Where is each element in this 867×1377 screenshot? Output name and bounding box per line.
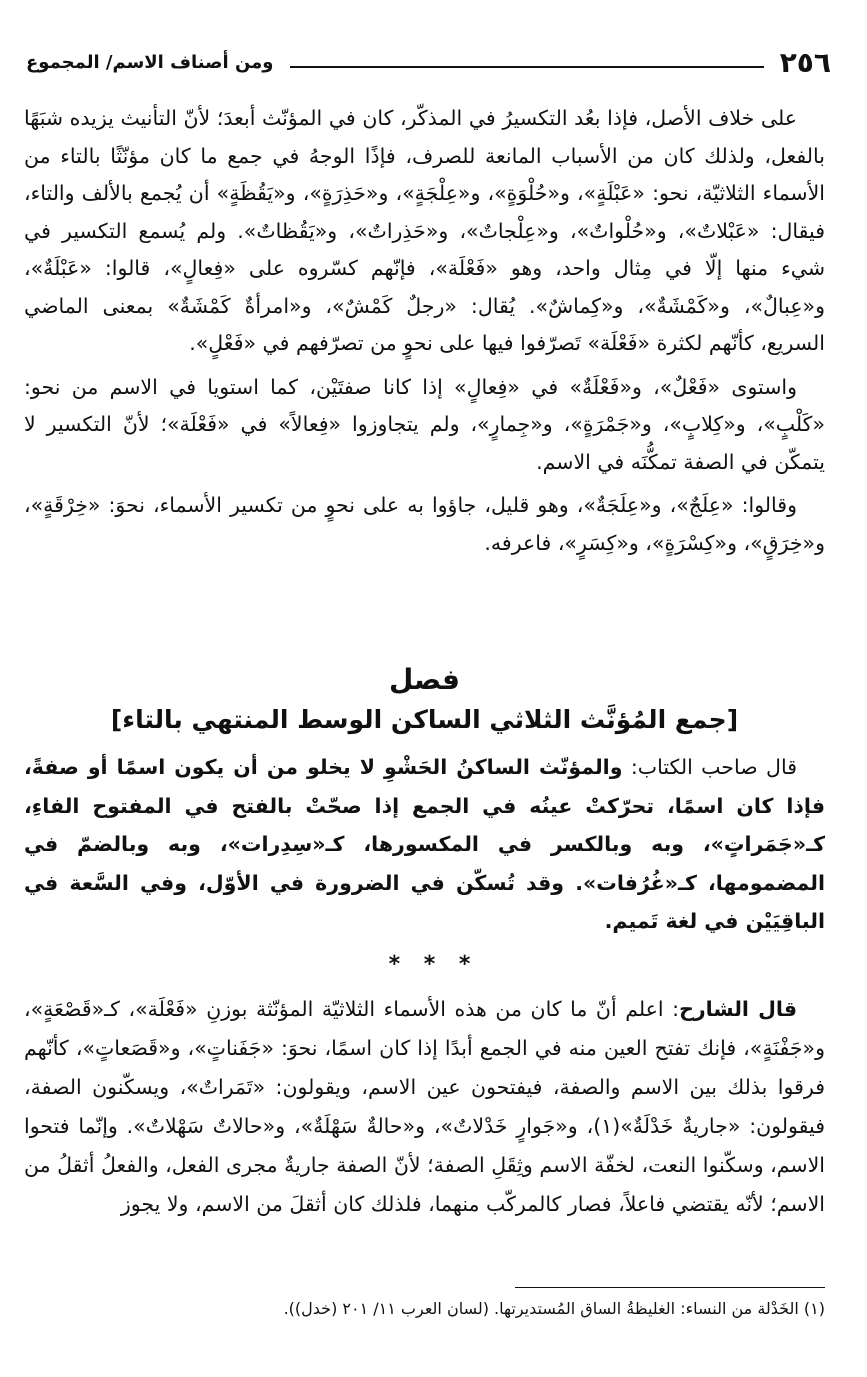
footnote-rule <box>515 1287 825 1288</box>
body-text <box>24 100 825 562</box>
matn-bold-text: والمؤنّث الساكنُ الحَشْوِ لا يخلو من أن يكون اسمًا أو صفةً، فإذا كان اسمًا، تحرّكتْ عينُه في الجمع إذا صحّتْ بالفتح في المفتوح الفاءِ، كـ«جَمَراتٍ»، وبه وبالكسر في المكسورها، كـ«سِدِرات»، وبه وبالضمّ في المضمومها، كـ«غُرُفات». وقد تُسكّن في الضرورة في الأوّل، وفي السَّعة في الباقِيَيْن في لغة تَميم. <box>24 755 825 933</box>
page-header <box>26 40 831 84</box>
footnote: (١) الخَدْلة من النساء: الغليظةُ الساق المُستديرتها. (لسان العرب ١١/ ٢٠١ (خدل)). <box>283 1299 825 1318</box>
section-heading <box>24 660 825 740</box>
sharh-text <box>24 990 825 1224</box>
page-number: ٢٥٦ <box>779 45 831 79</box>
header-rule <box>290 66 764 68</box>
sharh-paragraph <box>24 990 825 1224</box>
sharh-body: : اعلم أنّ ما كان من هذه الأسماء الثلاثيّة المؤنّثة بوزنِ «فَعْلَة»، كـ«قَصْعَةٍ»، و«جَفْنَةٍ»، فإنك تفتح العين منه في الجمع أبدًا إذا كان اسمًا، نحوَ: «جَفَناتٍ»، و«قَصَعاتٍ»، كأنّهم فرقوا بذلك بين الاسم والصفة، فيفتحون عين الاسم، ويقولون: «تَمَراتٌ»، ويسكّنون الصفة، فيقولون: «جاريةٌ خَدْلَةٌ»(١)، و«جَوارٍ خَدْلاتٌ»، و«حالةٌ سَهْلَةٌ»، و«حالاتٌ سَهْلاتٌ». وإنّما فتحوا الاسم، وسكّنوا النعت، لخفّة الاسم وثِقَلِ الصفة؛ لأنّ الصفة جاريةٌ مجرى الفعل، والفعلُ أثقلُ من الاسم؛ لأنّه يقتضي فاعلاً، فصار كالمركّب منهما، فلذلك كان أثقلَ من الاسم، ولا يجوز <box>24 997 825 1216</box>
section-subtitle: [جمع المُؤنَّث الثلاثي الساكن الوسط المنتهي بالتاء] <box>110 705 739 734</box>
paragraph-3: وقالوا: «عِلَجٌ»، و«عِلَجَةٌ»، وهو قليل، جاؤوا به على نحوٍ من تكسير الأسماء، نحوَ: «خِرْقَةٍ»، و«خِرَقٍ»، و«كِسْرَةٍ»، و«كِسَرٍ»، فاعرفه. <box>24 493 825 555</box>
sharh-label: قال الشارح <box>679 997 798 1021</box>
paragraph-2: واستوى «فَعْلٌ»، و«فَعْلَةٌ» في «فِعالٍ» إذا كانا صفتَيْن، كما استويا في الاسم من نحو: «كَلْبٍ»، و«كِلابٍ»، و«جَمْرَةٍ»، و«جِمارٍ»، ولم يتجاوزوا «فِعالاً» في «فَعْلَة»؛ لأنّ التكسير لا يتمكّن في الصفة تمكُّنَه في الاسم. <box>24 374 825 474</box>
running-title: ومن أصناف الاسم/ المجموع <box>26 51 274 73</box>
matn-text <box>24 748 825 941</box>
section-title: فصل <box>389 663 460 696</box>
matn-intro: قال صاحب الكتاب: <box>622 755 797 779</box>
matn-paragraph <box>24 748 825 941</box>
paragraph-1: على خلاف الأصل، فإذا بعُد التكسيرُ في المذكّر، كان في المؤنّث أبعدَ؛ لأنّ التأنيث يزيده شبَهًا بالفعل، ولذلك كان من الأسباب المانعة للصرف، فإذًا الوجهُ في جمع ما كان مؤنّثًا بالتاء من الأسماء الثلاثيّة، نحو: «عَبْلَةٍ»، و«حُلْوَةٍ»، و«عِلْجَةٍ»، و«حَذِرَةٍ»، و«يَقُظَةٍ» أن يُجمع بالألف والتاء، فيقال: «عَبْلاتٌ»، و«حُلْواتٌ»، و«عِلْجاتٌ»، و«حَذِراتٌ»، و«يَقُظاتٌ». ولم يُسمع التكسير في شيء منها إلّا في مِثال واحد، وهو «فَعْلَة»، فإنّهم كسّروه على «فِعالٍ»، قالوا: «عَبْلَةٌ»، و«عِبالٌ»، و«كَمْشَةٌ»، و«كِماشٌ». يُقال: «رجلٌ كَمْشٌ»، و«امرأةٌ كَمْشَةٌ» بمعنى الماضي السريع، كأنّهم لكثرة «فَعْلَة» تَصرّفوا فيها على نحوٍ من تصرّفهم في «فَعْلٍ». <box>24 106 825 355</box>
separator-stars: * * * <box>388 952 479 977</box>
